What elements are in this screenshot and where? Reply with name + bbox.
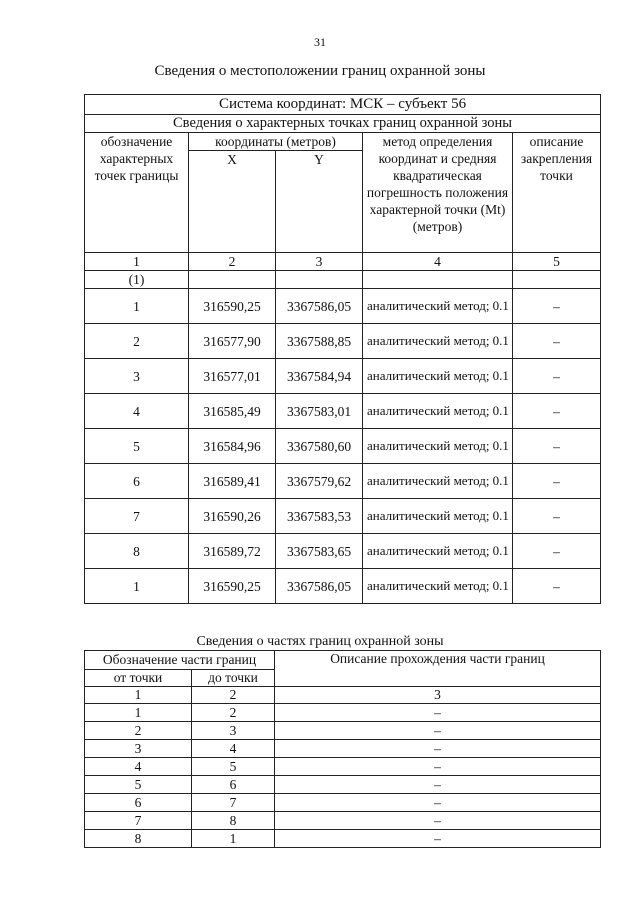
table-row: [85, 394, 601, 429]
table-row: [85, 534, 601, 569]
description-cell: –: [513, 534, 601, 569]
method-cell: аналитический метод; 0.1: [363, 429, 513, 464]
x-cell: 316590,25: [189, 569, 276, 604]
x-cell: 316590,25: [189, 289, 276, 324]
table-row: [85, 324, 601, 359]
description-cell: –: [513, 289, 601, 324]
table-subtitle: Сведения о характерных точках границ охранной зоны: [85, 115, 601, 133]
point-cell: 3: [85, 359, 189, 394]
table-row: [85, 464, 601, 499]
from-cell: 6: [85, 794, 192, 812]
from-cell: 3: [85, 740, 192, 758]
header-to: до точки: [192, 670, 275, 687]
point-cell: 1: [85, 289, 189, 324]
description-cell: –: [513, 569, 601, 604]
table-row: [85, 830, 601, 848]
point-cell: 7: [85, 499, 189, 534]
point-cell: 6: [85, 464, 189, 499]
to-cell: 1: [192, 830, 275, 848]
table-row: [85, 289, 601, 324]
to-cell: 5: [192, 758, 275, 776]
to-cell: 4: [192, 740, 275, 758]
header-description: описание закрепления точки: [513, 133, 601, 253]
table-row: [85, 812, 601, 830]
y-cell: 3367583,65: [276, 534, 363, 569]
from-cell: 2: [85, 722, 192, 740]
from-cell: 8: [85, 830, 192, 848]
parts-title: Сведения о частях границ охранной зоны: [196, 634, 444, 649]
point-cell: 5: [85, 429, 189, 464]
table-row: [85, 704, 601, 722]
description-cell: –: [513, 499, 601, 534]
point-cell: 1: [85, 569, 189, 604]
page-number: 31: [314, 35, 326, 49]
point-cell: 2: [85, 324, 189, 359]
description-cell: –: [513, 464, 601, 499]
y-cell: 3367580,60: [276, 429, 363, 464]
to-cell: 2: [192, 704, 275, 722]
x-cell: 316577,01: [189, 359, 276, 394]
description-cell: –: [275, 794, 601, 812]
col-number: 1: [85, 687, 192, 704]
table-row: [85, 740, 601, 758]
method-cell: аналитический метод; 0.1: [363, 499, 513, 534]
method-cell: аналитический метод; 0.1: [363, 394, 513, 429]
table-row: [85, 499, 601, 534]
coordinate-system: Система координат: МСК – субъект 56: [85, 95, 601, 115]
description-cell: –: [275, 740, 601, 758]
description-cell: –: [275, 758, 601, 776]
from-cell: 5: [85, 776, 192, 794]
col-number: 2: [189, 253, 276, 271]
y-cell: 3367583,01: [276, 394, 363, 429]
x-cell: 316584,96: [189, 429, 276, 464]
col-number: 1: [85, 253, 189, 271]
description-cell: –: [513, 394, 601, 429]
method-cell: аналитический метод; 0.1: [363, 464, 513, 499]
y-cell: 3367579,62: [276, 464, 363, 499]
x-cell: 316589,41: [189, 464, 276, 499]
description-cell: –: [275, 812, 601, 830]
method-cell: аналитический метод; 0.1: [363, 289, 513, 324]
x-cell: 316589,72: [189, 534, 276, 569]
header-method: метод определения координат и средняя квадратическая погрешность положения характерной точки (Mt) (метров): [363, 133, 513, 253]
table-row: [85, 722, 601, 740]
header-y: Y: [276, 151, 363, 253]
col-number: 3: [276, 253, 363, 271]
header-from: от точки: [85, 670, 192, 687]
col-number: 4: [363, 253, 513, 271]
point-cell: 8: [85, 534, 189, 569]
header-designation: обозначение характерных точек границы: [85, 133, 189, 253]
header-coordinates: координаты (метров): [189, 133, 363, 151]
description-cell: –: [275, 776, 601, 794]
description-cell: –: [275, 722, 601, 740]
x-cell: 316577,90: [189, 324, 276, 359]
coordinates-table: [84, 94, 601, 604]
table-row: [85, 429, 601, 464]
col-number: 3: [275, 687, 601, 704]
table-row: [85, 359, 601, 394]
from-cell: 1: [85, 704, 192, 722]
part-label: (1): [85, 271, 189, 289]
y-cell: 3367584,94: [276, 359, 363, 394]
y-cell: 3367586,05: [276, 289, 363, 324]
page-title: Сведения о местоположении границ охранной зоны: [154, 63, 486, 79]
header-part-designation: Обозначение части границ: [85, 651, 275, 670]
point-cell: 4: [85, 394, 189, 429]
y-cell: 3367583,53: [276, 499, 363, 534]
x-cell: 316590,26: [189, 499, 276, 534]
description-cell: –: [275, 704, 601, 722]
method-cell: аналитический метод; 0.1: [363, 534, 513, 569]
to-cell: 3: [192, 722, 275, 740]
method-cell: аналитический метод; 0.1: [363, 569, 513, 604]
y-cell: 3367586,05: [276, 569, 363, 604]
description-cell: –: [513, 429, 601, 464]
header-x: X: [189, 151, 276, 253]
description-cell: –: [513, 324, 601, 359]
parts-table: [84, 650, 601, 848]
from-cell: 4: [85, 758, 192, 776]
table-row: [85, 794, 601, 812]
col-number: 5: [513, 253, 601, 271]
header-part-description: Описание прохождения части границ: [275, 651, 601, 687]
to-cell: 6: [192, 776, 275, 794]
x-cell: 316585,49: [189, 394, 276, 429]
y-cell: 3367588,85: [276, 324, 363, 359]
method-cell: аналитический метод; 0.1: [363, 359, 513, 394]
table-row: [85, 569, 601, 604]
method-cell: аналитический метод; 0.1: [363, 324, 513, 359]
to-cell: 8: [192, 812, 275, 830]
table-row: [85, 758, 601, 776]
from-cell: 7: [85, 812, 192, 830]
to-cell: 7: [192, 794, 275, 812]
description-cell: –: [513, 359, 601, 394]
description-cell: –: [275, 830, 601, 848]
table-row: [85, 776, 601, 794]
col-number: 2: [192, 687, 275, 704]
